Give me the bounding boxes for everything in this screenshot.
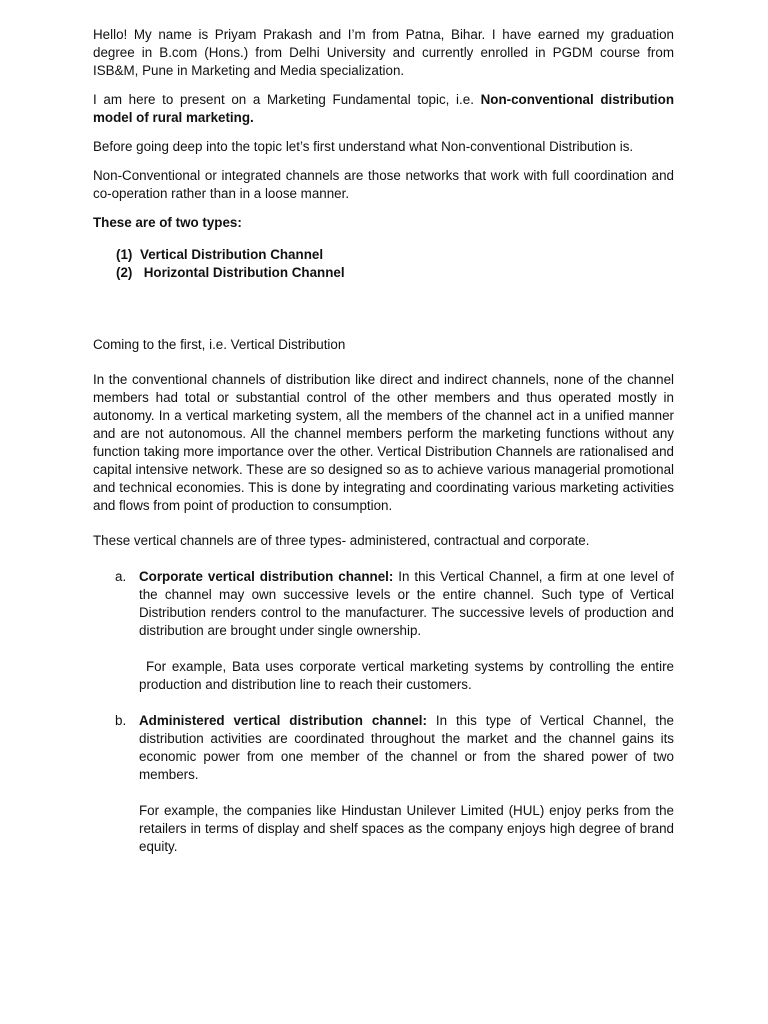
topic-paragraph <box>93 91 674 127</box>
item-paragraph <box>139 568 674 640</box>
definition-lead-paragraph: Before going deep into the topic let’s first understand what Non-conventional Distribution is. <box>93 139 634 154</box>
list-number: (1) <box>116 247 133 262</box>
vertical-intro: Coming to the first, i.e. Vertical Distribution <box>93 337 346 352</box>
intro-paragraph: Hello! My name is Priyam Prakash and I’m from Patna, Bihar. I have earned my graduation degree in B.com (Hons.) from Delhi University and currently enrolled in PGDM course from ISB&M, Pune in Marketing and Media specialization. <box>93 27 674 78</box>
list-item-administered <box>93 712 674 856</box>
topic-title: Non-conventional distribution model of rural marketing. <box>93 92 674 125</box>
list-item <box>116 264 674 282</box>
list-label: Vertical Distribution Channel <box>140 247 324 262</box>
item-title: Corporate vertical distribution channel: <box>139 569 394 584</box>
item-example: For example, Bata uses corporate vertical marketing systems by controlling the entire production and distribution line to reach their customers. <box>139 659 674 692</box>
definition-paragraph: Non-Conventional or integrated channels are those networks that work with full coordination and co-operation rather than in a loose manner. <box>93 168 674 201</box>
item-text: In this Vertical Channel, a firm at one level of the channel may own successive levels or the entire channel. Such type of Vertical Distribution renders control to the manufacturer. The successive levels of production and distribution are brought under single ownership. <box>139 569 674 638</box>
list-item <box>116 246 674 264</box>
item-example: For example, the companies like Hindustan Unilever Limited (HUL) enjoy perks from the retailers in terms of display and shelf spaces as the company enjoys high degree of brand equity. <box>139 803 674 854</box>
item-text: In this type of Vertical Channel, the distribution activities are coordinated throughout the market and the channel gains its economic power from one member of the channel or from the shared power of two members. <box>139 713 675 782</box>
document-page <box>93 26 674 856</box>
list-label: Horizontal Distribution Channel <box>140 265 345 280</box>
list-marker: a. <box>115 569 127 584</box>
vertical-body: In the conventional channels of distribution like direct and indirect channels, none of the channel members had total or substantial control of the other members and thus operated mostly in autonomy. In a vertical marketing system, all the members of the channel act in a unified manner and are not autonomous. All the channel members perform the marketing functions without any function taking more importance over the other. Vertical Distribution Channels are rationalised and capital intensive network. These are so designed so as to achieve various managerial promotional and technical economies. This is done by integrating and coordinating various marketing activities and flows from point of production to consumption. <box>93 372 674 513</box>
types-heading: These are of two types: <box>93 215 242 230</box>
item-paragraph <box>139 712 674 784</box>
channel-types-list <box>116 246 674 282</box>
list-item-corporate <box>93 568 674 694</box>
list-marker: b. <box>115 713 127 728</box>
topic-text: I am here to present on a Marketing Fundamental topic, i.e. <box>93 92 481 107</box>
list-number: (2) <box>116 265 133 280</box>
item-title: Administered vertical distribution channel: <box>139 713 427 728</box>
vertical-types: These vertical channels are of three types- administered, contractual and corporate. <box>93 533 590 548</box>
